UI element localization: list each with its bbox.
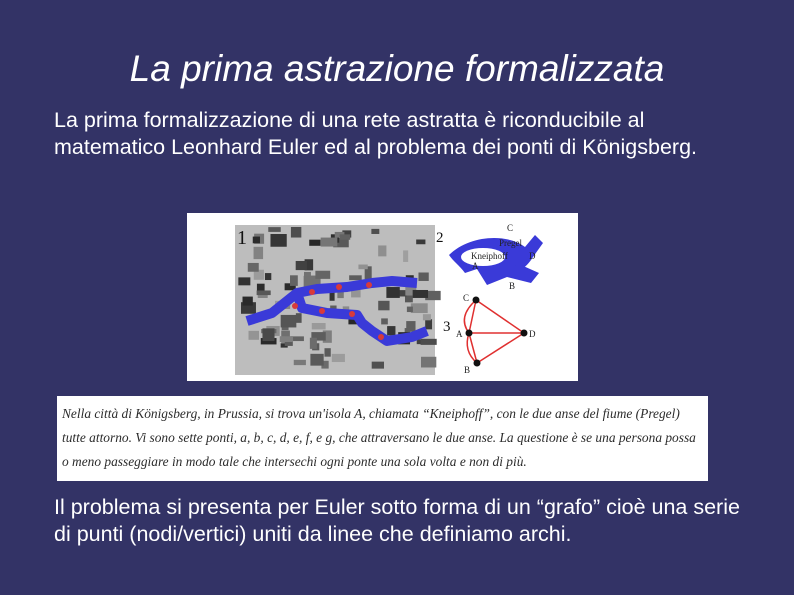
map-block	[332, 354, 345, 362]
map-block	[280, 336, 293, 342]
map-block	[421, 339, 437, 345]
map-block	[386, 287, 399, 298]
map-block	[349, 275, 362, 280]
map-block	[243, 297, 253, 306]
map-block	[291, 227, 301, 238]
river-schematic	[436, 223, 543, 291]
intro-paragraph: La prima formalizzazione di una rete astratta è riconducibile al matematico Leonhard Euler ed al problema dei ponti di Königsberg.	[54, 108, 698, 159]
map-block	[265, 273, 271, 280]
svg-text:Kneiphoff: Kneiphoff	[471, 251, 508, 261]
map-block	[421, 357, 436, 368]
map-block	[294, 360, 306, 365]
map-block	[378, 301, 389, 310]
map-block	[257, 284, 265, 292]
konigsberg-illustration	[187, 213, 578, 381]
map-block	[425, 319, 432, 329]
map-block	[418, 272, 428, 280]
map-block	[312, 323, 326, 329]
map-block	[403, 250, 408, 262]
graph-node-b	[474, 360, 481, 367]
map-block	[238, 277, 250, 285]
euler-graph	[443, 293, 536, 375]
map-block	[296, 313, 302, 323]
map-block	[310, 354, 323, 366]
slide-title: La prima astrazione formalizzata	[129, 48, 665, 89]
map-block	[406, 321, 415, 332]
map-block	[321, 238, 338, 247]
map-block	[381, 318, 388, 324]
konigsberg-figure	[187, 213, 578, 381]
svg-text:Pregel: Pregel	[499, 238, 522, 248]
svg-text:D: D	[529, 251, 536, 261]
conclusion-paragraph: Il problema si presenta per Euler sotto forma di un “grafo” cioè una serie di punti (nodi/vertici) uniti da linee che definiamo archi.	[54, 495, 740, 546]
map-block	[387, 326, 395, 335]
graph-node-d	[521, 330, 528, 337]
graph-node-c	[473, 297, 480, 304]
map-block	[411, 303, 428, 313]
map-block	[248, 263, 259, 272]
map-block	[296, 261, 307, 270]
svg-text:A: A	[456, 329, 463, 339]
map-block	[309, 240, 320, 246]
map-block	[372, 362, 384, 369]
map-block	[270, 234, 286, 247]
map-block	[290, 275, 298, 286]
map-block	[371, 229, 379, 234]
map-block	[407, 307, 413, 312]
svg-text:C: C	[463, 293, 470, 303]
svg-text:A: A	[472, 261, 479, 271]
map-block	[310, 338, 317, 349]
svg-text:B: B	[509, 281, 516, 291]
svg-text:C: C	[507, 223, 514, 233]
city-map	[235, 225, 441, 375]
map-block	[257, 290, 271, 295]
caption-text: Nella città di Königsberg, in Prussia, si trova un'isola A, chiamata “Kneiphoff”, con le due anse del fiume (Pregel) tutte attorno. Vi sono sette ponti, a, b, c, d, e, f, e g, che attraversano le due anse. La questione è se una persona possa o meno passeggiare in modo tale che intersechi ogni ponte una sola volta e non di più.	[62, 406, 696, 469]
map-block	[358, 265, 367, 270]
map-block	[249, 331, 259, 340]
map-block	[423, 314, 431, 320]
panel-label-3: 3	[443, 319, 451, 335]
map-block	[324, 348, 330, 356]
map-block	[340, 234, 351, 239]
svg-text:D: D	[529, 329, 536, 339]
graph-node-a	[466, 330, 473, 337]
map-block	[315, 271, 330, 279]
map-block	[253, 237, 260, 244]
map-block	[413, 290, 428, 298]
panel-label-1: 1	[237, 227, 247, 249]
caption-box	[57, 396, 708, 481]
panel-label-2: 2	[436, 230, 444, 246]
map-block	[416, 240, 425, 245]
map-block	[262, 328, 274, 341]
map-block	[268, 227, 280, 232]
svg-text:B: B	[464, 365, 471, 375]
map-block	[254, 247, 264, 259]
map-block	[281, 315, 297, 328]
map-block	[378, 245, 386, 256]
